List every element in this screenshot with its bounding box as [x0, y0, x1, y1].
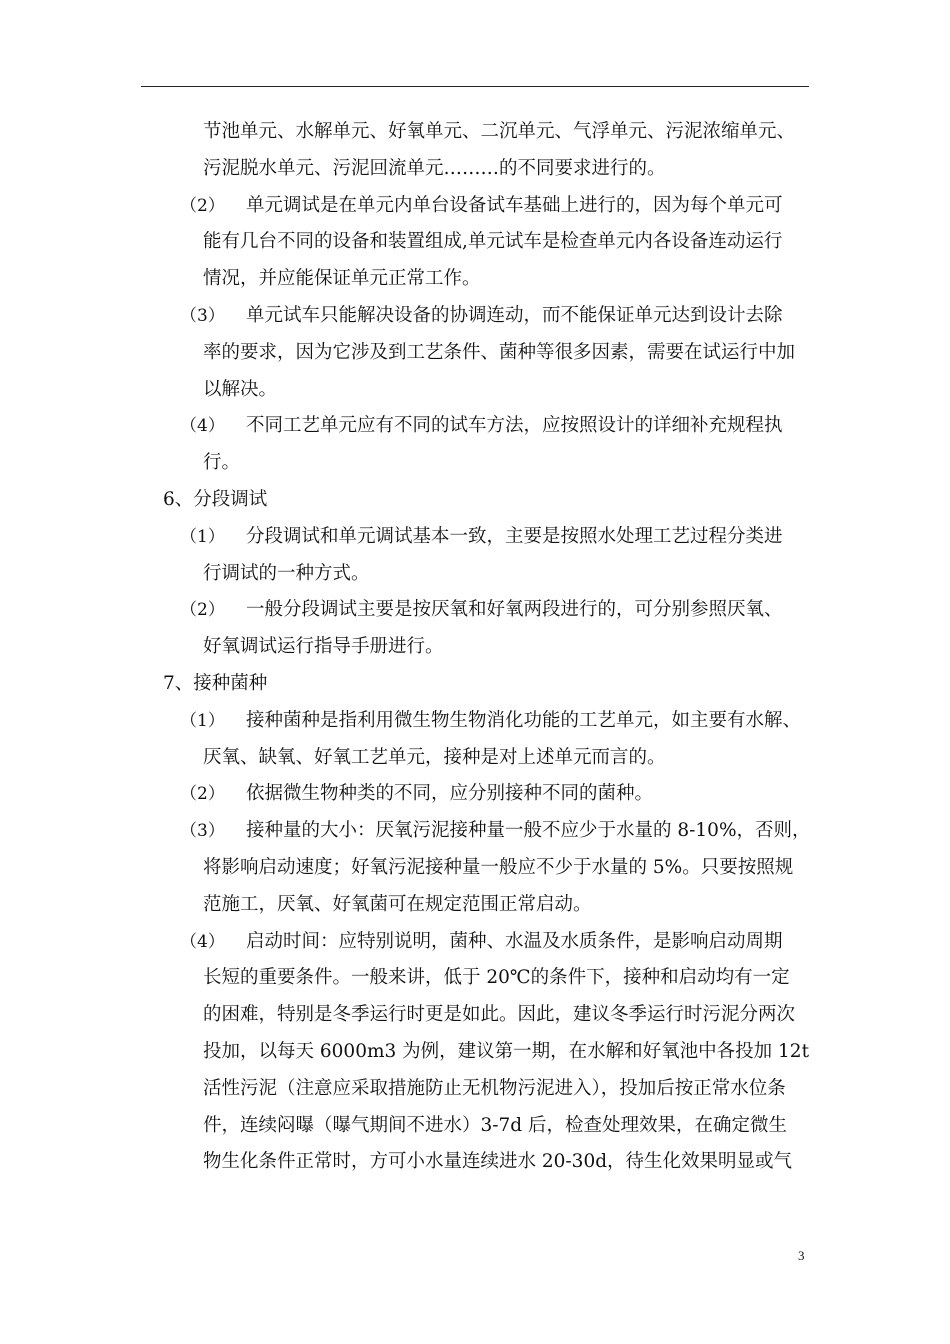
paragraph-line: 活性污泥（注意应采取措施防止无机物污泥进入），投加后按正常水位条	[203, 1077, 786, 1099]
paragraph-line: 情况，并应能保证单元正常工作。	[203, 268, 481, 290]
list-item-text: 不同工艺单元应有不同的试车方法，应按照设计的详细补充规程执	[246, 415, 783, 437]
paragraph-line: 好氧调试运行指导手册进行。	[203, 636, 444, 658]
list-item-text: 接种菌种是指利用微生物生物消化功能的工艺单元，如主要有水解、	[246, 709, 802, 731]
list-item-text: 一般分段调试主要是按厌氧和好氧两段进行的，可分别参照厌氧、	[246, 599, 783, 621]
item-number: （2）	[180, 195, 225, 216]
section-heading: 6、分段调试	[163, 489, 268, 510]
list-item-text: 单元试车只能解决设备的协调连动，而不能保证单元达到设计去除	[246, 305, 783, 326]
paragraph-line: 以解决。	[203, 378, 278, 400]
paragraph-line: 污泥脱水单元、污泥回流单元………的不同要求进行的。	[203, 157, 666, 179]
paragraph-line: 范施工，厌氧、好氧菌可在规定范围正常启动。	[203, 893, 592, 915]
paragraph-line: 能有几台不同的设备和装置组成,单元试车是检查单元内各设备连动运行	[203, 231, 783, 253]
item-number: （4）	[180, 931, 225, 952]
item-number: （1）	[180, 710, 225, 731]
page-number: 3	[798, 1248, 805, 1263]
paragraph-line: 节池单元、水解单元、好氧单元、二沉单元、气浮单元、污泥浓缩单元、	[203, 121, 796, 142]
list-item-text: 分段调试和单元调试基本一致，主要是按照水处理工艺过程分类进	[246, 525, 783, 547]
paragraph-line: 长短的重要条件。一般来讲，低于 20℃的条件下，接种和启动均有一定	[203, 967, 790, 989]
paragraph-line: 投加，以每天 6000m3 为例，建议第一期，在水解和好氧池中各投加 12t	[203, 1041, 810, 1062]
paragraph-line: 件，连续闷曝（曝气期间不进水）3-7d 后，检查处理效果，在确定微生	[203, 1114, 788, 1136]
item-number: （3）	[180, 821, 225, 842]
section-heading: 7、接种菌种	[163, 673, 268, 694]
paragraph-line: 厌氧、缺氧、好氧工艺单元，接种是对上述单元而言的。	[203, 746, 666, 768]
paragraph-line: 行。	[203, 452, 241, 474]
item-number: （3）	[180, 306, 225, 326]
list-item-text: 单元调试是在单元内单台设备试车基础上进行的，因为每个单元可	[246, 194, 783, 216]
paragraph-line: 的困难，特别是冬季运行时更是如此。因此，建议冬季运行时污泥分两次	[203, 1004, 796, 1026]
item-number: （1）	[180, 526, 225, 547]
paragraph-line: 行调试的一种方式。	[203, 562, 370, 584]
item-number: （4）	[180, 416, 225, 437]
item-number: （2）	[180, 600, 225, 621]
list-item-text: 接种量的大小：厌氧污泥接种量一般不应少于水量的 8-10%，否则，	[246, 820, 811, 842]
paragraph-line: 将影响启动速度；好氧污泥接种量一般应不少于水量的 5%。只要按照规	[203, 857, 794, 878]
item-number: （2）	[180, 784, 225, 805]
list-item-text: 依据微生物种类的不同，应分别接种不同的菌种。	[246, 783, 654, 805]
paragraph-line: 物生化条件正常时，方可小水量连续进水 20-30d，待生化效果明显或气	[203, 1151, 793, 1173]
list-item-text: 启动时间：应特别说明，菌种、水温及水质条件，是影响启动周期	[246, 930, 783, 952]
paragraph-line: 率的要求，因为它涉及到工艺条件、菌种等很多因素，需要在试运行中加	[203, 341, 796, 363]
header-rule	[141, 86, 809, 87]
